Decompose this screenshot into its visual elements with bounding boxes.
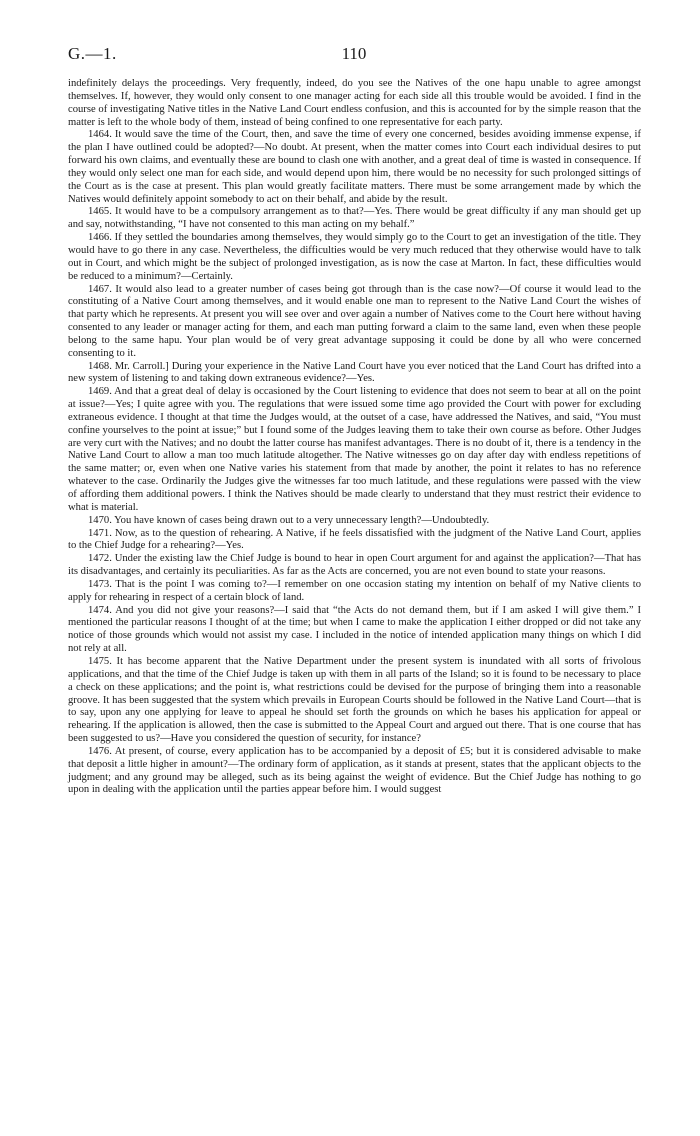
paragraph-1475: 1475. It has become apparent that the Native Department under the present system is inundated with all sorts of frivolous applications, and that the time of the Chief Judge is taken up with them in all parts of the Island; so it is found to be necessary to place a check on these applications; and the point is, what restrictions could be devised for the purpose of bringing them into a reasonable groove. It has been suggested that the system which prevails in European Courts should be followed in the Native Land Court—that is to say, upon any one applying for leave to appeal he should set forth the grounds on which he bases his application for appeal or rehearing. If the application is allowed, then the case is submitted to the Appeal Court and argued out there. That is one course that has been suggested to us?—Have you considered the question of security, for instance? <box>68 655 641 745</box>
paragraph-1471: 1471. Now, as to the question of rehearing. A Native, if he feels dissatisfied with the judgment of the Native Land Court, applies to the Chief Judge for a rehearing?—Yes. <box>68 527 641 552</box>
paragraph-1474: 1474. And you did not give your reasons?—I said that “the Acts do not demand them, but if I am asked I will give them.” I mentioned the particular reasons I thought of at the time; but when I came to make the application I either dropped or did not take any notice of those grounds which would not assist my case. I included in the notice of intended application many things on which I did not rely at all. <box>68 604 641 655</box>
paragraph-1468: 1468. Mr. Carroll.] During your experience in the Native Land Court have you ever noticed that the Land Court has drifted into a new system of listening to and taking down extraneous evidence?—Yes. <box>68 360 641 385</box>
paragraph-1473: 1473. That is the point I was coming to?—I remember on one occasion stating my intention on behalf of my Native clients to apply for rehearing in respect of a certain block of land. <box>68 578 641 603</box>
paragraph-1467: 1467. It would also lead to a greater number of cases being got through than is the case now?—Of course it would lead to the constituting of a Native Court among themselves, and it would enable one man to represent to the Native Land Court the wishes of that party which he represents. At present you will see over and over again a number of Natives come to the Court here without having consented to any leader or manager acting for them, and each man putting forward a claim to the same land, even when these people belong to the same hapu. Your plan would be of very great advantage supposing it could be done by all who were concerned consenting to it. <box>68 283 641 359</box>
page-header <box>68 44 640 68</box>
document-code: G.—1. <box>68 44 117 63</box>
document-body <box>68 78 641 797</box>
paragraph-1470: 1470. You have known of cases being drawn out to a very unnecessary length?—Undoubtedly. <box>88 514 490 526</box>
paragraph-1469: 1469. And that a great deal of delay is occasioned by the Court listening to evidence that does not seem to bear at all on the point at issue?—Yes; I quite agree with you. The regulations that were issued some time ago provided the Court with power for excluding extraneous evidence. I thought at that time the Judges would, at the outset of a case, have addressed the Natives, and said, “You must confine yourselves to the point at issue;” but I found some of the Judges leaving them to take their own course as before. Other Judges are very curt with the Natives; and no doubt the latter course has manifest advantages. There is no doubt of it, there is a tendency in the Native Land Court to allow a man too much latitude altogether. The Native witnesses go on day after day with endless repetitions of the same matter; or, even when one Native varies his statement from that made by another, the point it relates to has no reference whatever to the case. Ordinarily the Judges give the witnesses far too much latitude, and these regulations were passed with the view of affording them additional powers. I think the Natives should be made clearly to understand that they must restrict their evidence to what is material. <box>68 386 641 513</box>
page-number: 110 <box>341 44 367 63</box>
paragraph-1465: 1465. It would have to be a compulsory arrangement as to that?—Yes. There would be great difficulty if any man should get up and say, notwithstanding, “I have not consented to this man acting on my behalf.” <box>68 206 641 231</box>
paragraph-1472: 1472. Under the existing law the Chief Judge is bound to hear in open Court argument for and against the application?—That has its disadvantages, and certainly its peculiarities. As far as the Acts are concerned, you are not even bound to state your reasons. <box>68 553 641 578</box>
paragraph-1466: 1466. If they settled the boundaries among themselves, they would simply go to the Court to get an investigation of the title. They would have to go there in any case. Nevertheless, the difficulties would be very much reduced that they otherwise would have to talk out in Court, and which might be the subject of prolonged investigation, as is now the case at Marton. In fact, these difficulties would be reduced to a minimum?—Certainly. <box>68 232 641 282</box>
paragraph-continued: indefinitely delays the proceedings. Very frequently, indeed, do you see the Natives of the one hapu unable to agree amongst themselves. If, however, they would only consent to one manager acting for each side all this trouble would be avoided. I find in the course of investigating Native titles in the Native Land Court endless confusion, and this is accounted for by the simple reason that the matter is left to the whole body of them, instead of being confined to one representative for each party. <box>68 78 641 128</box>
paragraph-1464: 1464. It would save the time of the Court, then, and save the time of every one concerned, besides avoiding immense expense, if the plan I have outlined could be adopted?—No doubt. At present, when the matter comes into Court each individual desires to put forward his own claims, and eventually these are bound to clash one with another, and a great deal of time is wasted in consequence. If they would only select one man for each side, and would depend upon him, there would be no necessity for such prolonged sittings of the Court as is the case at present. This plan would greatly facilitate matters. There must be some arrangement made by which the Natives would definitely appoint somebody to act on their behalf, and abide by the result. <box>68 129 641 205</box>
paragraph-1476: 1476. At present, of course, every application has to be accompanied by a deposit of £5; but it is considered advisable to make that deposit a little higher in amount?—The ordinary form of application, as it stands at present, states that the applicant objects to the judgment; and any ground may be alleged, such as its being against the weight of evidence. But the Chief Judge has nothing to go upon in dealing with the application until the parties appear before him. I would suggest <box>68 745 641 796</box>
